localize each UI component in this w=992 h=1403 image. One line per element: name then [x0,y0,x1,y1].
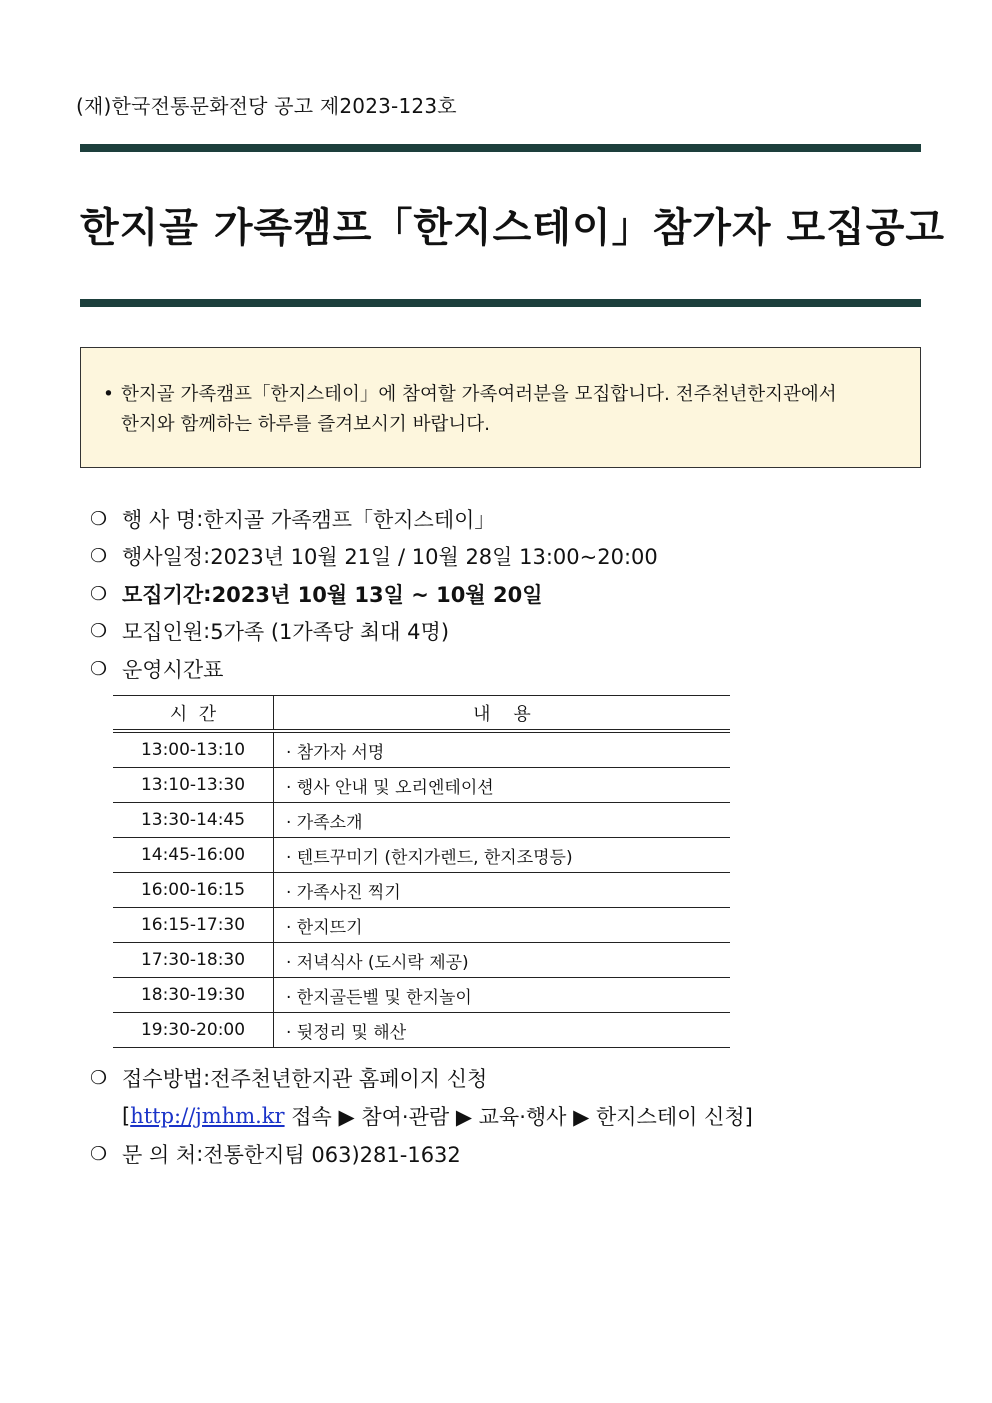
table-row [113,1013,730,1048]
title-top-rule [80,144,921,152]
content-cell: · 행사 안내 및 오리엔테이션 [274,768,731,803]
circle-bullet-icon: ❍ [90,620,108,643]
time-cell: 19:30-20:00 [113,1013,274,1048]
item-timetable-heading: ❍ 운영시간표 [90,657,224,682]
time-cell: 13:10-13:30 [113,768,274,803]
table-row [113,943,730,978]
time-cell: 16:00-16:15 [113,873,274,908]
table-header-row [113,696,730,732]
content-cell: · 참가자 서명 [274,731,731,768]
intro-line-2: 한지와 함께하는 하루를 즐겨보시기 바랍니다. [121,414,490,435]
circle-bullet-icon: ❍ [90,582,108,605]
table-row [113,803,730,838]
content-cell: · 한지골든벨 및 한지놀이 [274,978,731,1013]
homepage-link[interactable]: http://jmhm.kr [130,1104,285,1128]
application-section [90,1059,753,1173]
item-recruit-count: ❍ 모집인원 : 5가족 (1가족당 최대 4명) [90,619,450,645]
circle-bullet-icon: ❍ [90,1143,108,1165]
table-row [113,768,730,803]
time-cell: 13:30-14:45 [113,803,274,838]
column-header-time: 시 간 [113,696,274,732]
time-cell: 17:30-18:30 [113,943,274,978]
item-recruit-period: ❍ 모집기간 : 2023년 10월 13일 ~ 10월 20일 [90,581,543,607]
item-event-name: ❍ 행 사 명 : 한지골 가족캠프「한지스테이」 [90,506,496,532]
apply-path: [ http://jmhm.kr 접속 ▶ 참여·관람 ▶ 교육·행사 ▶ 한지스테이 신청] [122,1104,753,1129]
content-cell: · 뒷정리 및 해산 [274,1013,731,1048]
intro-line-1: • 한지골 가족캠프「한지스테이」에 참여할 가족여러분을 모집합니다. 전주천년한지관에서 [103,380,903,410]
time-cell: 14:45-16:00 [113,838,274,873]
content-cell: · 가족사진 찍기 [274,873,731,908]
table-row [113,873,730,908]
circle-bullet-icon: ❍ [90,1067,108,1089]
table-row [113,978,730,1013]
page-title: 한지골 가족캠프「한지스테이」참가자 모집공고 [80,205,946,251]
table-row [113,731,730,768]
content-cell: · 저녁식사 (도시락 제공) [274,943,731,978]
bullet-icon: • [103,384,114,405]
content-cell: · 텐트꾸미기 (한지가렌드, 한지조명등) [274,838,731,873]
event-details [90,500,658,688]
intro-text [103,380,903,440]
item-event-schedule: ❍ 행사일정 : 2023년 10월 21일 / 10월 28일 13:00~20:00 [90,544,658,570]
schedule-table [113,695,730,1048]
content-cell: · 한지뜨기 [274,908,731,943]
item-contact: ❍ 문 의 처 : 전통한지팀 063)281-1632 [90,1142,461,1167]
title-bottom-rule [80,299,921,307]
intro-box [80,347,921,468]
content-cell: · 가족소개 [274,803,731,838]
table-row [113,908,730,943]
time-cell: 13:00-13:10 [113,731,274,768]
circle-bullet-icon: ❍ [90,507,108,530]
column-header-content: 내 용 [274,696,731,732]
notice-number: (재)한국전통문화전당 공고 제2023-123호 [76,94,457,118]
circle-bullet-icon: ❍ [90,545,108,568]
circle-bullet-icon: ❍ [90,657,108,680]
time-cell: 18:30-19:30 [113,978,274,1013]
time-cell: 16:15-17:30 [113,908,274,943]
item-apply-method: ❍ 접수방법 : 전주천년한지관 홈페이지 신청 [90,1066,488,1091]
table-row [113,838,730,873]
